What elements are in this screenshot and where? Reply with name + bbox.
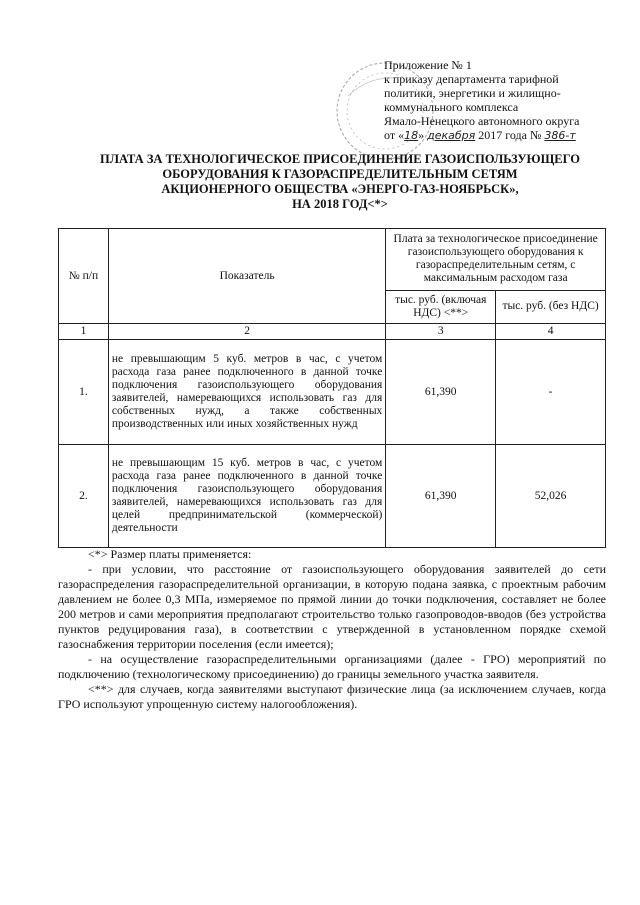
appendix-line: Приложение № 1 [384, 58, 472, 72]
appendix-header [384, 58, 634, 143]
footnote: <*> Размер платы применяется: [88, 547, 252, 561]
header-fee: Плата за технологическое присоединение газоиспользующего оборудования к газораспределительным сетям, с максимальным расходом газа [386, 229, 606, 291]
index-cell: 4 [496, 324, 606, 340]
index-cell: 3 [386, 324, 496, 340]
appendix-date-line [384, 128, 634, 143]
appendix-line: коммунального комплекса [384, 100, 519, 114]
footnotes [58, 547, 606, 712]
table-header-row [59, 229, 606, 291]
header-with-vat: тыс. руб. (включая НДС) <**> [386, 290, 496, 323]
date-prefix: от « [384, 128, 405, 142]
row-num: 2. [59, 445, 109, 548]
header-without-vat: тыс. руб. (без НДС) [496, 290, 606, 323]
row-num: 1. [59, 340, 109, 445]
table-row [59, 340, 606, 445]
title-line: НА 2018 ГОД<*> [292, 197, 388, 211]
row-with-vat: 61,390 [386, 445, 496, 548]
header-indicator: Показатель [108, 229, 385, 324]
title-line: ПЛАТА ЗА ТЕХНОЛОГИЧЕСКОЕ ПРИСОЕДИНЕНИЕ ГАЗОИСПОЛЬЗУЮЩЕГО [99, 152, 581, 166]
index-cell: 1 [59, 324, 109, 340]
date-month-handwritten: декабря [427, 129, 476, 142]
fee-table [58, 228, 606, 548]
row-indicator: не превышающим 5 куб. метров в час, с учетом расхода газа ранее подключенного в данной точке подключения газоиспользующего оборудования заявителей, намеревающихся использовать газ для собственных нужд, а также собственных производственных или иных хозяйственных нужд [108, 340, 385, 445]
date-day-handwritten: 18 [404, 129, 419, 142]
date-year: 2017 года № [478, 128, 542, 142]
title-line: АКЦИОНЕРНОГО ОБЩЕСТВА «ЭНЕРГО-ГАЗ-НОЯБРЬСК», [161, 182, 519, 196]
appendix-line: политики, энергетики и жилищно- [384, 86, 561, 100]
footnote: - на осуществление газораспределительными организациями (далее - ГРО) мероприятий по подключению (технологическому присоединению) до границы земельного участка заявителя. [58, 652, 606, 681]
appendix-line: Ямало-Ненецкого автономного округа [384, 114, 580, 128]
header-num: № п/п [59, 229, 109, 324]
table-row [59, 445, 606, 548]
index-cell: 2 [108, 324, 385, 340]
title-line: ОБОРУДОВАНИЯ К ГАЗОРАСПРЕДЕЛИТЕЛЬНЫМ СЕТЯМ [162, 167, 518, 181]
appendix-line: к приказу департамента тарифной [384, 72, 559, 86]
table-index-row [59, 324, 606, 340]
row-indicator: не превышающим 15 куб. метров в час, с учетом расхода газа ранее подключенного в данной точке подключения газоиспользующего оборудования заявителей, намеревающихся использовать газ для целей предпринимательской (коммерческой) деятельности [108, 445, 385, 548]
row-without-vat: 52,026 [496, 445, 606, 548]
footnote: - при условии, что расстояние от газоиспользующего оборудования заявителей до сети газораспределения газораспределительной организации, в которую подана заявка, с проектным рабочим давлением не более 0,3 МПа, измеряемое по прямой линии до точки подключения, составляет не более 200 метров и сами мероприятия предполагают строительство только газопроводов-вводов (без устройства пунктов редуцирования газа), в соответствии с утвержденной в установленном порядке схемой газоснабжения территории поселения (если имеется); [58, 562, 606, 651]
document-title [60, 152, 620, 212]
footnote: <**> для случаев, когда заявителями выступают физические лица (за исключением случаев, когда ГРО используют упрощенную систему налогообложения). [58, 682, 606, 711]
order-number-handwritten: 386-т [544, 129, 576, 142]
row-without-vat: - [496, 340, 606, 445]
row-with-vat: 61,390 [386, 340, 496, 445]
date-mid: » [418, 128, 425, 142]
